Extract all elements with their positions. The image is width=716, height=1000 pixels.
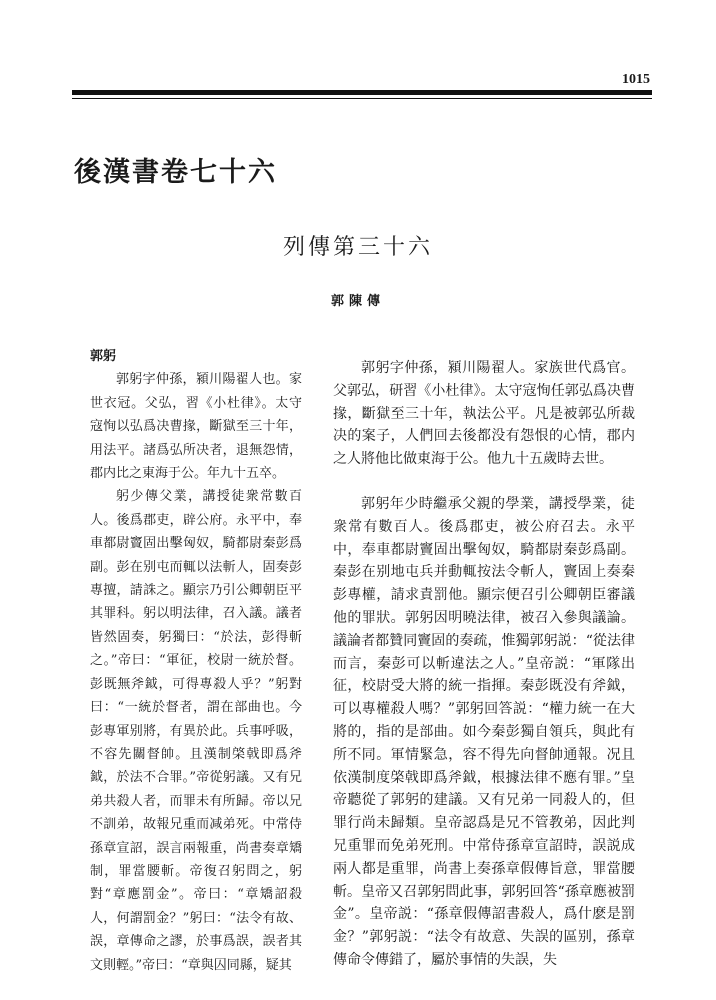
book-title: 後漢書卷七十六 (74, 157, 277, 188)
biography-heading: 郭躬 (90, 349, 117, 364)
header-rule-thin (72, 98, 652, 99)
section-title: 郭陳傳 (330, 294, 385, 309)
page-number: 1015 (622, 72, 650, 87)
translation-column (333, 357, 635, 972)
translation-paragraph-2: 郭躬年少時繼承父親的學業，講授學業，徒衆常有數百人。後爲郡吏，被公府召去。永平中，奉車都尉竇固出擊匈奴，騎都尉秦彭爲副。秦彭在别地屯兵并動輒按法令斬人，竇固上奏秦彭專權，請求責罰他。顯宗便召引公卿朝臣審議他的罪狀。郭躬因明曉法律，被召入參與議論。議論者都贊同竇固的奏疏，惟獨郭躬説：“從法律而言，秦彭可以斬違法之人。”皇帝説：“軍隊出征，校尉受大將的統一指揮。秦彭既没有斧鉞，可以專權殺人嗎？”郭躬回答説：“權力統一在大將的，指的是部曲。如今秦彭獨自領兵，與此有所不同。軍情緊急，容不得先向督帥通報。况且依漢制度棨戟即爲斧鉞，根據法律不應有罪。”皇帝聽從了郭躬的建議。又有兄弟一同殺人的，但罪行尚未歸類。皇帝認爲是兄不管教弟，因此判兄重罪而免弟死刑。中常侍孫章宣詔時，誤説成兩人都是重罪，尚書上奏孫章假傳旨意，罪當腰斬。皇帝又召郭躬問此事，郭躬回答“孫章應被罰金”。皇帝説：“孫章假傳詔書殺人，爲什麽是罰金？”郭躬説：“法令有故意、失誤的區别，孫章傳命令傳錯了，屬於事情的失誤，失 (333, 495, 635, 968)
original-paragraph-1: 郭躬字仲孫，潁川陽翟人也。家世衣冠。父弘，習《小杜律》。太守寇恂以弘爲决曹掾，斷獄至三十年，用法平。諸爲弘所决者，退無怨情，郡内比之東海于公。年九十五卒。 (90, 372, 302, 482)
original-text-column (90, 345, 302, 977)
chapter-title: 列傳第三十六 (282, 235, 433, 260)
translation-paragraph-1: 郭躬字仲孫，潁川陽翟人。家族世代爲官。父郭弘，研習《小杜律》。太守寇恂任郭弘爲决曹掾，斷獄至三十年，執法公平。凡是被郭弘所裁决的案子，人們回去後都没有怨恨的心情，郡内之人將他比做東海于公。他九十五歲時去世。 (333, 360, 635, 468)
header-rule-thick (72, 90, 652, 95)
original-paragraph-2: 躬少傳父業，講授徒衆常數百人。後爲郡吏，辟公府。永平中，奉車都尉竇固出擊匈奴，騎都尉秦彭爲副。彭在别屯而輒以法斬人，固奏彭專擅，請誅之。顯宗乃引公卿朝臣平其罪科。躬以明法律，召入議。議者皆然固奏，躬獨曰：“於法，彭得斬之。”帝曰：“軍征，校尉一統於督。彭既無斧鉞，可得專殺人乎？”躬對曰：“一統於督者，謂在部曲也。今彭專軍别將，有異於此。兵事呼吸，不容先關督帥。且漢制棨戟即爲斧鉞，於法不合罪。”帝從躬議。又有兄弟共殺人者，而罪未有所歸。帝以兄不訓弟，故報兄重而减弟死。中常侍孫章宣詔，誤言兩報重，尚書奏章矯制，罪當腰斬。帝復召躬問之，躬對“章應罰金”。帝曰：“章矯詔殺人，何謂罰金？”躬曰：“法令有故、誤，章傳命之謬，於事爲誤，誤者其文則輕。”帝曰：“章與囚同縣，疑其 (90, 489, 302, 973)
